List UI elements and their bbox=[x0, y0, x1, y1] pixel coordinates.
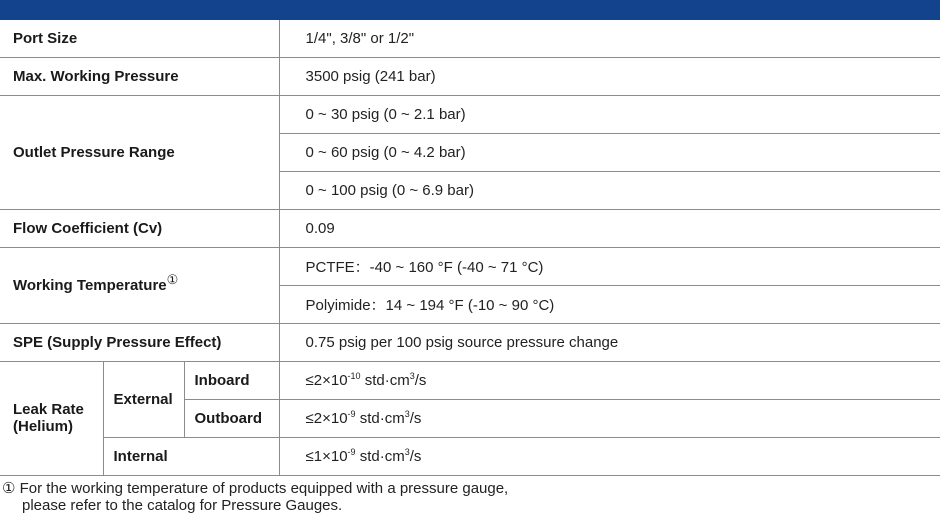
leak-internal-unit-tail: /s bbox=[409, 447, 422, 465]
footnote-line-2: please refer to the catalog for Pressure Gauges. bbox=[22, 496, 343, 514]
table-row bbox=[0, 247, 940, 285]
leak-internal-unit-exponent: 3 bbox=[404, 446, 410, 457]
leak-inboard-unit: std·cm bbox=[360, 371, 410, 389]
table-row bbox=[0, 95, 940, 133]
working-temperature-label: Working Temperature bbox=[13, 276, 167, 294]
leak-inboard-exponent: -10 bbox=[347, 370, 361, 381]
row-label-flow-coefficient: Flow Coefficient (Cv) bbox=[0, 209, 279, 247]
table-row bbox=[0, 57, 940, 95]
row-value-leak-outboard bbox=[279, 399, 940, 437]
row-label-working-temperature bbox=[0, 247, 279, 323]
spec-table bbox=[0, 20, 940, 476]
leak-inboard-prefix: ≤2×10 bbox=[305, 371, 348, 389]
leak-rate-label: Leak Rate bbox=[13, 401, 84, 418]
leak-outboard-unit-exponent: 3 bbox=[404, 408, 410, 419]
footnote-marker: ① bbox=[166, 271, 179, 287]
row-value-temperature-pctfe: PCTFE：-40 ~ 160 °F (-40 ~ 71 °C) bbox=[279, 247, 940, 285]
leak-internal-prefix: ≤1×10 bbox=[305, 447, 348, 465]
header-bar bbox=[0, 0, 940, 20]
leak-inboard-unit-tail: /s bbox=[414, 371, 427, 389]
table-row bbox=[0, 437, 940, 475]
table-row bbox=[0, 361, 940, 399]
leak-outboard-exponent: -9 bbox=[347, 408, 356, 419]
row-label-spe: SPE (Supply Pressure Effect) bbox=[0, 323, 279, 361]
table-row bbox=[0, 20, 940, 57]
row-value-outlet-range-3: 0 ~ 100 psig (0 ~ 6.9 bar) bbox=[279, 171, 940, 209]
leak-outboard-unit-tail: /s bbox=[409, 409, 422, 427]
table-row bbox=[0, 209, 940, 247]
row-value-max-pressure: 3500 psig (241 bar) bbox=[279, 57, 940, 95]
leak-inboard-label: Inboard bbox=[184, 361, 279, 399]
footnote-line-1: ① For the working temperature of products equipped with a pressure gauge, bbox=[2, 479, 509, 497]
leak-internal-label: Internal bbox=[103, 437, 279, 475]
leak-external-label: External bbox=[103, 361, 184, 437]
row-label-port-size: Port Size bbox=[0, 20, 279, 57]
row-value-spe: 0.75 psig per 100 psig source pressure change bbox=[279, 323, 940, 361]
footnote bbox=[0, 476, 940, 514]
leak-internal-exponent: -9 bbox=[347, 446, 356, 457]
row-value-outlet-range-1: 0 ~ 30 psig (0 ~ 2.1 bar) bbox=[279, 95, 940, 133]
table-row bbox=[0, 323, 940, 361]
leak-rate-sublabel: (Helium) bbox=[13, 418, 73, 435]
row-value-outlet-range-2: 0 ~ 60 psig (0 ~ 4.2 bar) bbox=[279, 133, 940, 171]
row-value-flow-coefficient: 0.09 bbox=[279, 209, 940, 247]
row-value-temperature-polyimide: Polyimide：14 ~ 194 °F (-10 ~ 90 °C) bbox=[279, 285, 940, 323]
row-value-leak-inboard bbox=[279, 361, 940, 399]
leak-inboard-unit-exponent: 3 bbox=[409, 370, 415, 381]
row-value-leak-internal bbox=[279, 437, 940, 475]
leak-outboard-label: Outboard bbox=[184, 399, 279, 437]
row-label-max-pressure: Max. Working Pressure bbox=[0, 57, 279, 95]
leak-outboard-unit: std·cm bbox=[355, 409, 405, 427]
row-value-port-size: 1/4", 3/8" or 1/2" bbox=[279, 20, 940, 57]
leak-internal-unit: std·cm bbox=[355, 447, 405, 465]
row-label-outlet-range: Outlet Pressure Range bbox=[0, 95, 279, 209]
row-label-leak-rate bbox=[0, 361, 103, 475]
leak-outboard-prefix: ≤2×10 bbox=[305, 409, 348, 427]
